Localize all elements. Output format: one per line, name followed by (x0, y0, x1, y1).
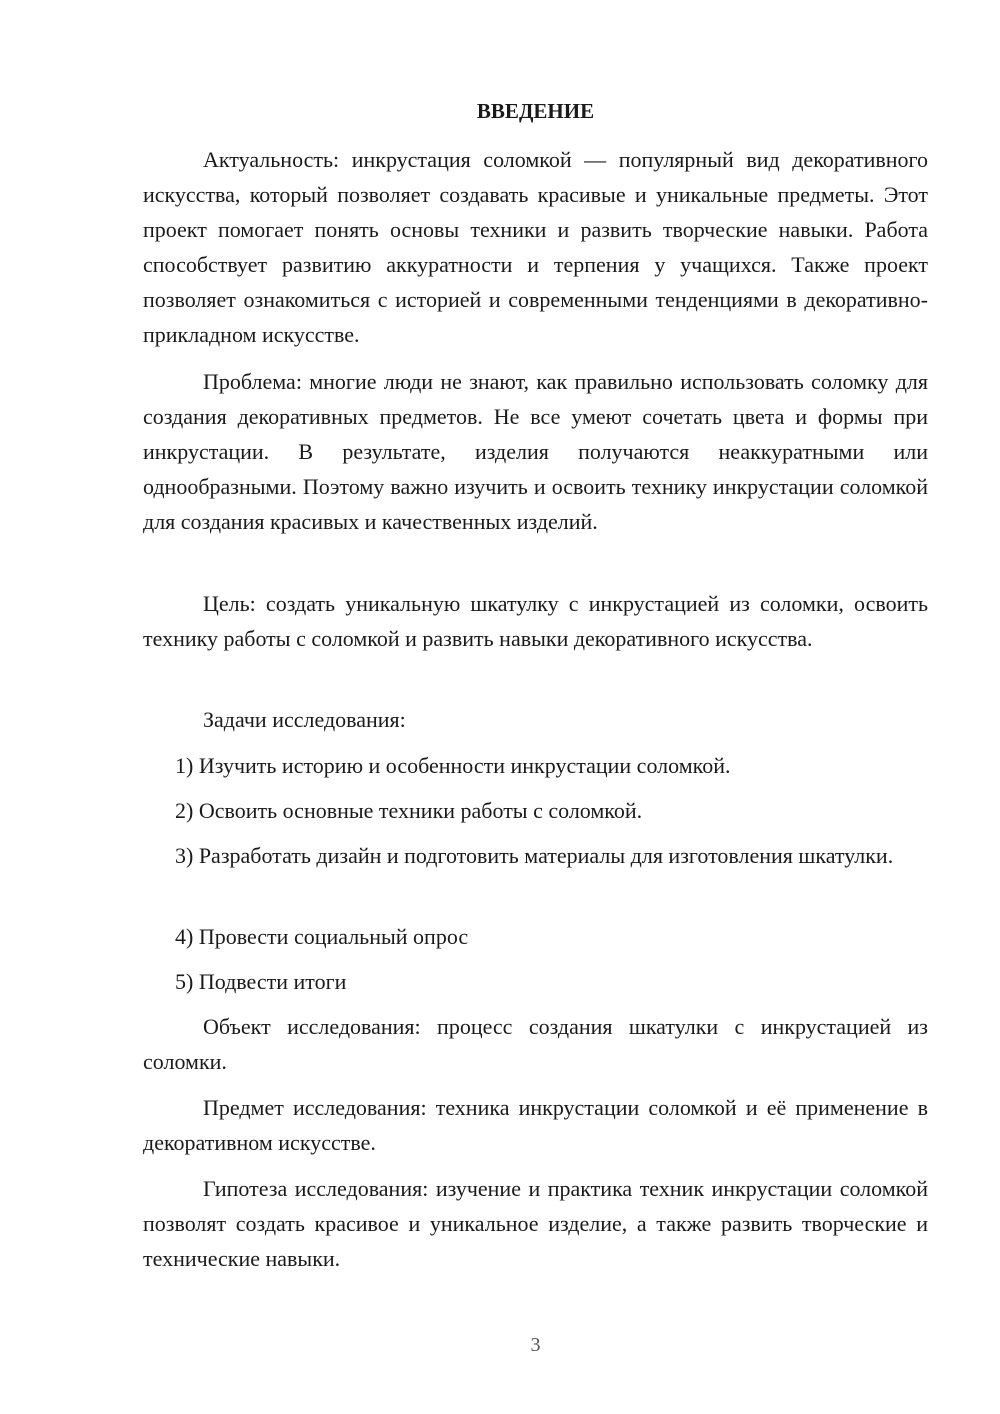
task-item-5: 5) Подвести итоги (175, 969, 347, 994)
task-item-1: 1) Изучить историю и особенности инкрустации соломкой. (175, 753, 731, 778)
paragraph-problem: Проблема: многие люди не знают, как правильно использовать соломку для создания декоративных предметов. Не все умеют сочетать цвета и формы при инкрустации. В результате, изделия получаются неаккуратными или однообразными. Поэтому важно изучить и освоить технику инкрустации соломкой для создания красивых и качественных изделий. (143, 369, 928, 534)
task-item-3: 3) Разработать дизайн и подготовить материалы для изготовления шкатулки. (175, 843, 894, 868)
task-item-4: 4) Провести социальный опрос (175, 924, 469, 949)
paragraph-relevance: Актуальность: инкрустация соломкой — популярный вид декоративного искусства, который позволяет создавать красивые и уникальные предметы. Этот проект помогает понять основы техники и развить творческие навыки. Работа способствует развитию аккуратности и терпения у учащихся. Также проект позволяет ознакомиться с историей и современными тенденциями в декоративно-прикладном искусстве. (143, 147, 928, 347)
paragraph-goal: Цель: создать уникальную шкатулку с инкрустацией из соломки, освоить технику работы с соломкой и развить навыки декоративного искусства. (143, 591, 928, 651)
paragraph-tasks-heading: Задачи исследования: (203, 707, 406, 732)
page-title: ВВЕДЕНИЕ (476, 99, 595, 123)
task-item-2: 2) Освоить основные техники работы с соломкой. (175, 798, 643, 823)
paragraph-hypothesis: Гипотеза исследования: изучение и практика техник инкрустации соломкой позволят создать красивое и уникальное изделие, а также развить творческие и технические навыки. (143, 1176, 928, 1271)
page-number: 3 (530, 1334, 541, 1356)
paragraph-subject: Предмет исследования: техника инкрустации соломкой и её применение в декоративном искусстве. (143, 1095, 928, 1155)
paragraph-object: Объект исследования: процесс создания шкатулки с инкрустацией из соломки. (143, 1014, 928, 1074)
